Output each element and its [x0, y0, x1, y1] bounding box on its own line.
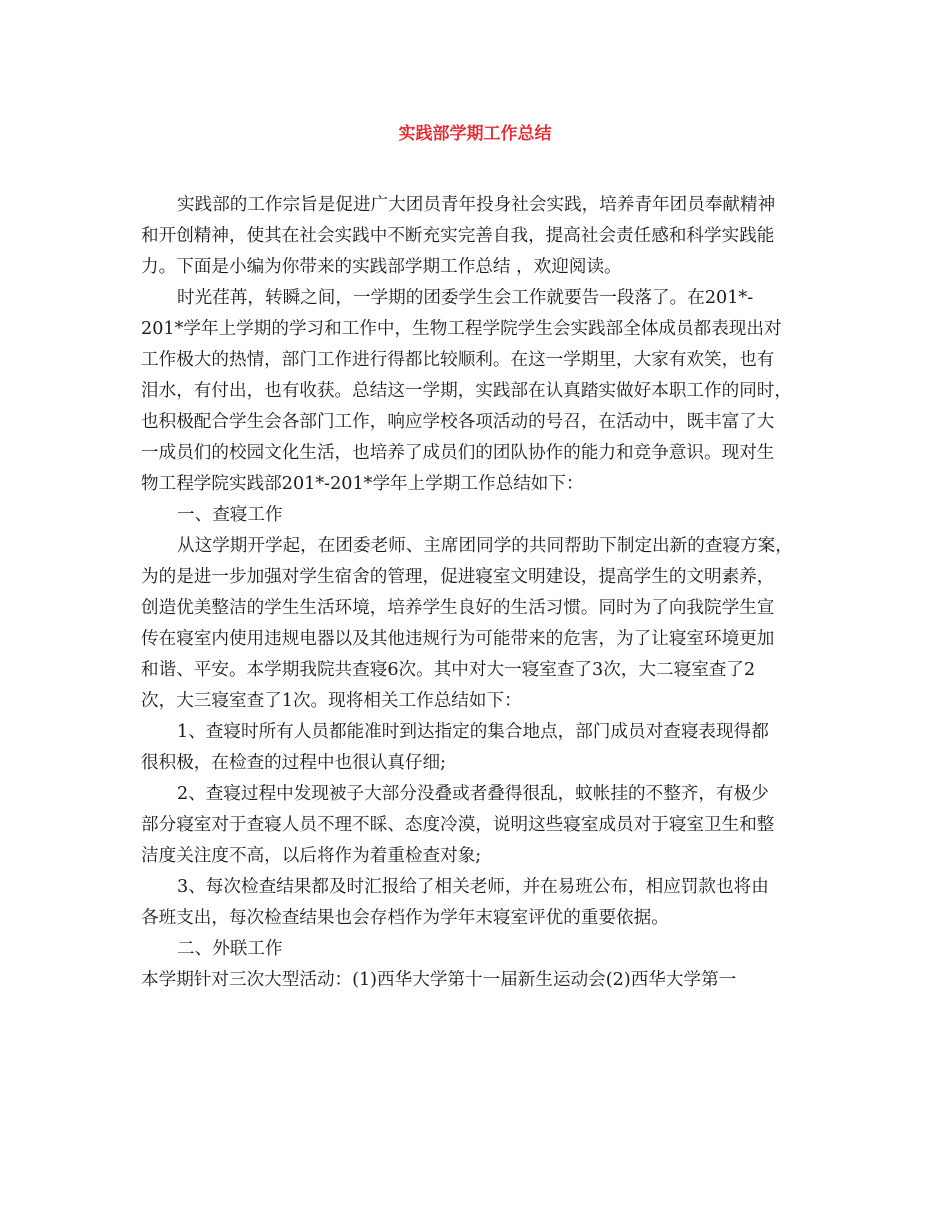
body-line: 各班支出，每次检查结果也会存档作为学年末寝室评优的重要依据。: [141, 908, 669, 928]
body-line: 次，大三寝室查了1次。现将相关工作总结如下：: [141, 691, 522, 711]
body-line: 部分寝室对于查寝人员不理不睬、态度冷漠，说明这些寝室成员对于寝室卫生和整: [141, 815, 775, 835]
body-line: 一成员们的校园文化生活，也培养了成员们的团队协作的能力和竞争意识。现对生: [141, 443, 775, 463]
section-heading: 一、查寝工作: [177, 505, 283, 525]
body-line: 很积极，在检查的过程中也很认真仔细;: [141, 753, 447, 773]
section-heading: 二、外联工作: [177, 939, 283, 959]
body-line: 也积极配合学生会各部门工作，响应学校各项活动的号召，在活动中，既丰富了大: [141, 412, 775, 432]
body-line: 时光荏苒，转瞬之间，一学期的团委学生会工作就要告一段落了。在201*-: [177, 288, 754, 308]
body-line: 物工程学院实践部201*-201*学年上学期工作总结如下：: [141, 474, 584, 494]
body-line: 泪水，有付出，也有收获。总结这一学期，实践部在认真踏实做好本职工作的同时，: [141, 381, 792, 401]
body-line: 和开创精神，使其在社会实践中不断充实完善自我，提高社会责任感和科学实践能: [141, 226, 775, 246]
body-line: 1、查寝时所有人员都能准时到达指定的集合地点，部门成员对查寝表现得都: [177, 722, 769, 742]
body-line: 实践部的工作宗旨是促进广大团员青年投身社会实践，培养青年团员奉献精神: [177, 195, 776, 215]
body-line: 创造优美整洁的学生生活环境，培养学生良好的生活习惯。同时为了向我院学生宣: [141, 598, 775, 618]
body-line: 传在寝室内使用违规电器以及其他违规行为可能带来的危害，为了让寝室环境更加: [141, 629, 775, 649]
body-line: 201*学年上学期的学习和工作中，生物工程学院学生会实践部全体成员都表现出对: [141, 319, 782, 339]
body-line: 2、查寝过程中发现被子大部分没叠或者叠得很乱，蚊帐挂的不整齐，有极少: [177, 784, 769, 804]
document-body: [141, 190, 812, 996]
body-line: 3、每次检查结果都及时汇报给了相关老师，并在易班公布，相应罚款也将由: [177, 877, 769, 897]
body-line: 从这学期开学起，在团委老师、主席团同学的共同帮助下制定出新的查寝方案，: [177, 536, 793, 556]
body-line: 力。下面是小编为你带来的实践部学期工作总结 ，欢迎阅读。: [141, 257, 622, 277]
body-line: 为的是进一步加强对学生宿舍的管理，促进寝室文明建设，提高学生的文明素养，: [141, 567, 775, 587]
document-title: 实践部学期工作总结: [398, 124, 552, 144]
body-line: 本学期针对三次大型活动：(1)西华大学第十一届新生运动会(2)西华大学第一: [141, 970, 737, 990]
body-line: 和谐、平安。本学期我院共查寝6次。其中对大一寝室查了3次，大二寝室查了2: [141, 660, 756, 680]
body-line: 工作极大的热情，部门工作进行得都比较顺利。在这一学期里，大家有欢笑，也有: [141, 350, 775, 370]
body-line: 洁度关注度不高，以后将作为着重检查对象;: [141, 846, 482, 866]
